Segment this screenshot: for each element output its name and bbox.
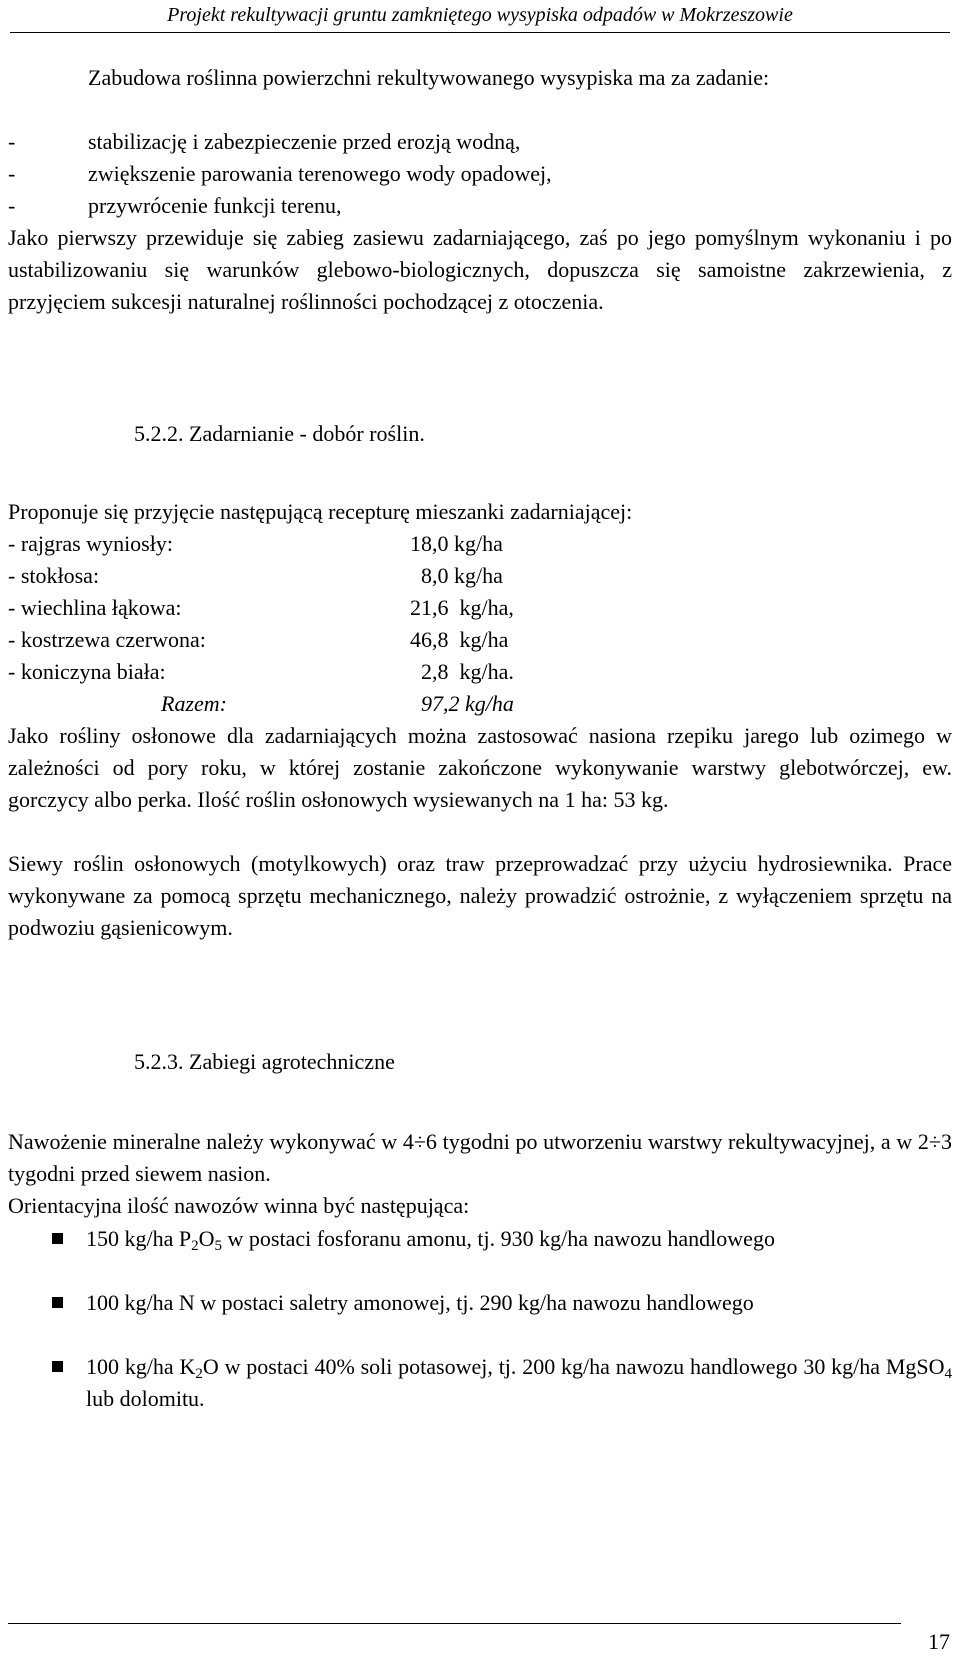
mixture-row: [8, 656, 952, 688]
intro-paragraph: Jako pierwszy przewiduje się zabieg zasiewu zadarniającego, zaś po jego pomyślnym wykonaniu i po ustabilizowaniu się warunków glebowo-biologicznych, dopuszcza się samoistne zakrzewienia, z przyjęciem sukcesji naturalnej roślinności pochodzącej z otoczenia.: [8, 225, 952, 314]
mixture-lead: Proponuje się przyjęcie następującą recepturę mieszanki zadarniającej:: [8, 499, 633, 524]
square-bullet-icon: [52, 1297, 63, 1308]
mixture-total-value: 97,2 kg/ha: [410, 691, 514, 716]
dash-marker: -: [8, 161, 16, 186]
mixture-name: - koniczyna biała:: [8, 659, 166, 684]
mixture-name: - wiechlina łąkowa:: [8, 595, 182, 620]
fertilizer-list: [8, 1223, 952, 1415]
mixture-value: 21,6 kg/ha,: [410, 595, 514, 620]
task-text: stabilizację i zabezpieczenie przed erozją wodną,: [88, 129, 521, 154]
mixture-row: [8, 528, 952, 560]
list-item: 100 kg/ha N w postaci saletry amonowej, tj. 290 kg/ha nawozu handlowego: [8, 1287, 952, 1351]
intro-lead: Zabudowa roślinna powierzchni rekultywowanego wysypiska ma za zadanie:: [88, 65, 770, 90]
section-heading-523: 5.2.3. Zabiegi agrotechniczne: [134, 1049, 395, 1074]
task-text: przywrócenie funkcji terenu,: [88, 193, 342, 218]
square-bullet-icon: [52, 1233, 63, 1244]
fertilization-paragraph: Nawożenie mineralne należy wykonywać w 4÷6 tygodni po utworzeniu warstwy rekultywacyjnej, a w 2÷3 tygodni przed siewem nasion.: [8, 1129, 952, 1186]
task-text: zwiększenie parowania terenowego wody opadowej,: [88, 161, 552, 186]
mixture-row: [8, 560, 952, 592]
mixture-total-label: Razem:: [161, 691, 227, 716]
mixture-value: 8,0 kg/ha: [410, 563, 503, 588]
cover-plants-paragraph: Jako rośliny osłonowe dla zadarniających można zastosować nasiona rzepiku jarego lub ozimego w zależności od pory roku, w której zostanie zakończone wykonywanie warstwy glebotwórczej, ew. gorczycy albo perka. Ilość roślin osłonowych wysiewanych na 1 ha: 53 kg.: [8, 723, 952, 812]
list-item: 100 kg/ha $K_2O$ w postaci 40% soli potasowej, tj. 200 kg/ha nawozu handlowego 30 kg/ha MgSO$_4$ lub dolomitu.: [8, 1351, 952, 1415]
section-heading-522: 5.2.2. Zadarnianie - dobór roślin.: [134, 421, 425, 446]
footer-rule: [8, 1623, 901, 1624]
sowing-paragraph: Siewy roślin osłonowych (motylkowych) oraz traw przeprowadzać przy użyciu hydrosiewnika. Prace wykonywane za pomocą sprzętu mechanicznego, należy prowadzić ostrożnie, z wyłączeniem sprzętu na podwoziu gąsienicowym.: [8, 851, 952, 940]
mixture-name: - rajgras wyniosły:: [8, 531, 173, 556]
mixture-value: 18,0 kg/ha: [410, 531, 503, 556]
header-rule: [10, 32, 950, 33]
list-item: 150 kg/ha $P_2O_5$ w postaci fosforanu amonu, tj. 930 kg/ha nawozu handlowego: [8, 1223, 952, 1287]
mixture-value: 46,8 kg/ha: [410, 627, 509, 652]
mixture-name: - stokłosa:: [8, 563, 100, 588]
list-item: [8, 126, 952, 158]
page-number: 17: [928, 1629, 950, 1654]
dash-marker: -: [8, 129, 16, 154]
list-item: [8, 190, 952, 222]
list-item: [8, 158, 952, 190]
mixture-row: [8, 624, 952, 656]
dash-marker: -: [8, 193, 16, 218]
page-header: Projekt rekultywacji gruntu zamkniętego wysypiska odpadów w Mokrzeszowie: [167, 4, 793, 26]
mixture-name: - kostrzewa czerwona:: [8, 627, 206, 652]
fertilizer-lead: Orientacyjna ilość nawozów winna być następująca:: [8, 1193, 470, 1218]
square-bullet-icon: [52, 1361, 63, 1372]
mixture-row: [8, 592, 952, 624]
mixture-table: [8, 528, 952, 720]
mixture-total-row: [8, 688, 952, 720]
task-list: [8, 126, 952, 222]
mixture-value: 2,8 kg/ha.: [410, 659, 514, 684]
